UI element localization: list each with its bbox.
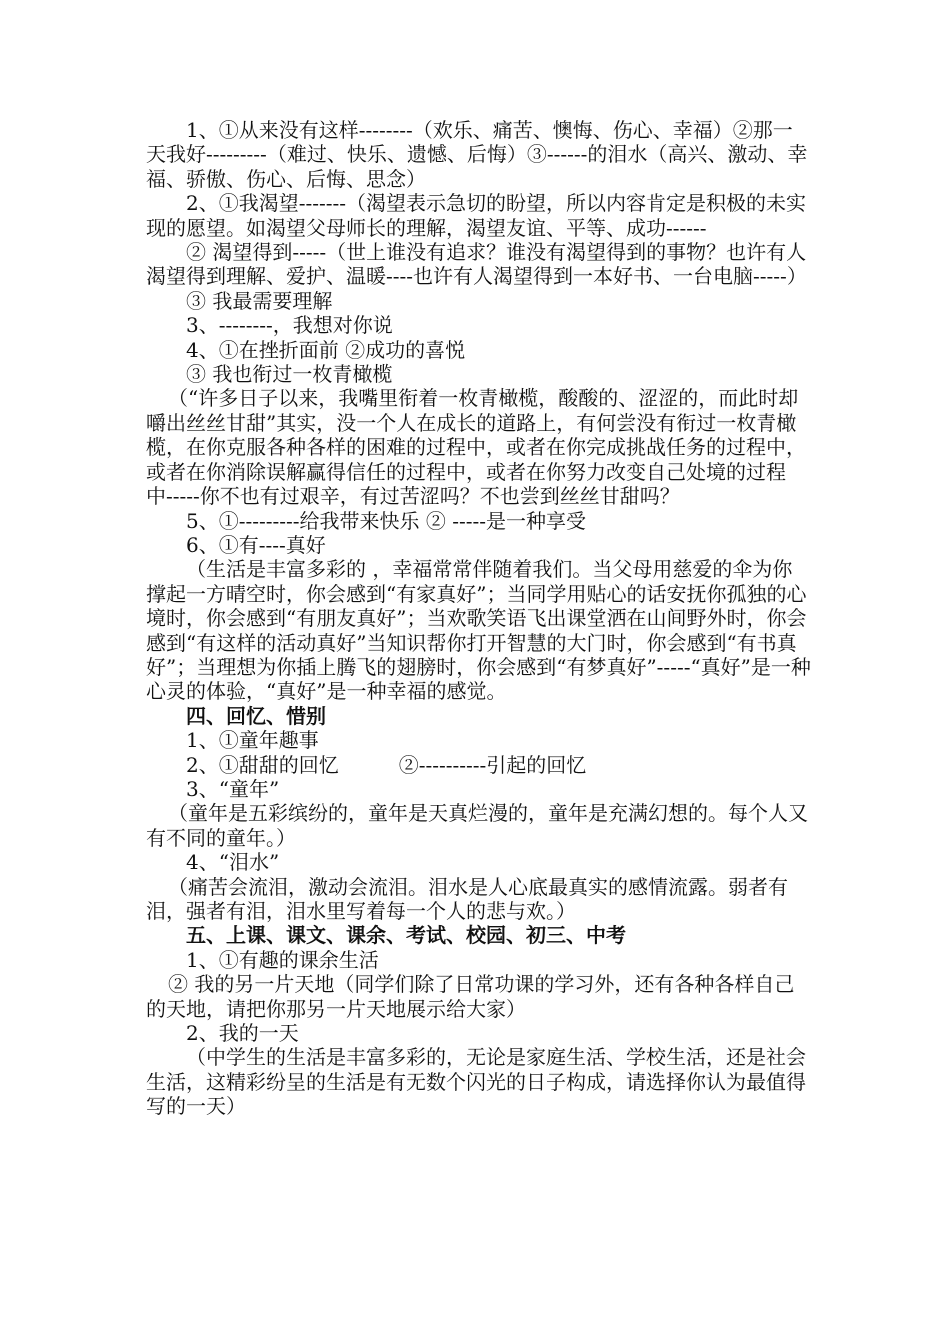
paragraph: ② 我的另一片天地（同学们除了日常功课的学习外，还有各种各样自己的天地，请把你那另一片天地展示给大家） [146, 972, 795, 1021]
section-heading: 五、上课、课文、课余、考试、校园、初三、中考 [186, 923, 626, 948]
paragraph: （痛苦会流泪，激动会流泪。泪水是人心底最真实的感情流露。弱者有泪，强者有泪，泪水里写着每一个人的悲与欢。） [146, 874, 788, 923]
paragraph: 4、“泪水” [186, 850, 280, 875]
section-heading: 四、回忆、惜别 [186, 703, 326, 728]
paragraph: 3、--------，我想对你说 [186, 313, 393, 338]
paragraph: 2、①我渴望-------（渴望表示急切的盼望，所以内容肯定是积极的未实现的愿望。如渴望父母师长的理解，渴望友谊、平等、成功------ [146, 191, 807, 240]
paragraph: 4、①在挫折面前 ②成功的喜悦 [186, 337, 466, 362]
paragraph: （生活是丰富多彩的 ，幸福常常伴随着我们。当父母用慈爱的伞为你撑起一方晴空时，你会感到“有家真好”；当同学用贴心的话安抚你孤独的心境时，你会感到“有朋友真好”；当欢歌笑语飞出课堂洒在山间野外时，你会感到“有这样的活动真好”当知识帮你打开智慧的大门时，你会感到“有书真好”；当理想为你插上腾飞的翅膀时，你会感到“有梦真好”-----“真好”是一种心灵的体验，“真好”是一种幸福的感觉。 [146, 557, 811, 704]
paragraph: 1、①从来没有这样--------（欢乐、痛苦、懊悔、伤心、幸福）②那一天我好---------（难过、快乐、遗憾、后悔）③------的泪水（高兴、激动、幸福、骄傲、伤心、后悔、思念） [146, 118, 808, 191]
paragraph: （“许多日子以来，我嘴里衔着一枚青橄榄，酸酸的、涩涩的，而此时却嚼出丝丝甘甜”其实，没一个人在成长的道路上，有何尝没有衔过一枚青橄榄，在你克服各种各样的困难的过程中，或者在你完成挑战任务的过程中，或者在你消除误解赢得信任的过程中，或者在你努力改变自己处境的过程中-----你不也有过艰辛，有过苦涩吗？不也尝到丝丝甘甜吗？ [146, 386, 806, 509]
paragraph: 5、①---------给我带来快乐 ② -----是一种享受 [186, 508, 587, 533]
paragraph: 1、①有趣的课余生活 [186, 947, 379, 972]
paragraph: 1、①童年趣事 [186, 728, 319, 753]
document-body [146, 118, 811, 1119]
paragraph: （中学生的生活是丰富多彩的，无论是家庭生活、学校生活，还是社会生活，这精彩纷呈的生活是有无数个闪光的日子构成，请选择你认为最值得写的一天） [146, 1045, 806, 1119]
paragraph: ③ 我最需要理解 [186, 288, 333, 313]
paragraph: ② 渴望得到-----（世上谁没有追求？谁没有渴望得到的事物？也许有人渴望得到理解、爱护、温暖----也许有人渴望得到一本好书、一台电脑-----） [146, 240, 807, 289]
paragraph: ③ 我也衔过一枚青橄榄 [186, 362, 393, 387]
paragraph: 2、我的一天 [186, 1021, 299, 1046]
paragraph: （童年是五彩缤纷的，童年是天真烂漫的，童年是充满幻想的。每个人又有不同的童年。） [146, 801, 808, 850]
paragraph: 2、①甜甜的回忆 ②----------引起的回忆 [186, 752, 587, 777]
paragraph: 3、“童年” [186, 776, 280, 801]
paragraph: 6、①有----真好 [186, 532, 326, 557]
